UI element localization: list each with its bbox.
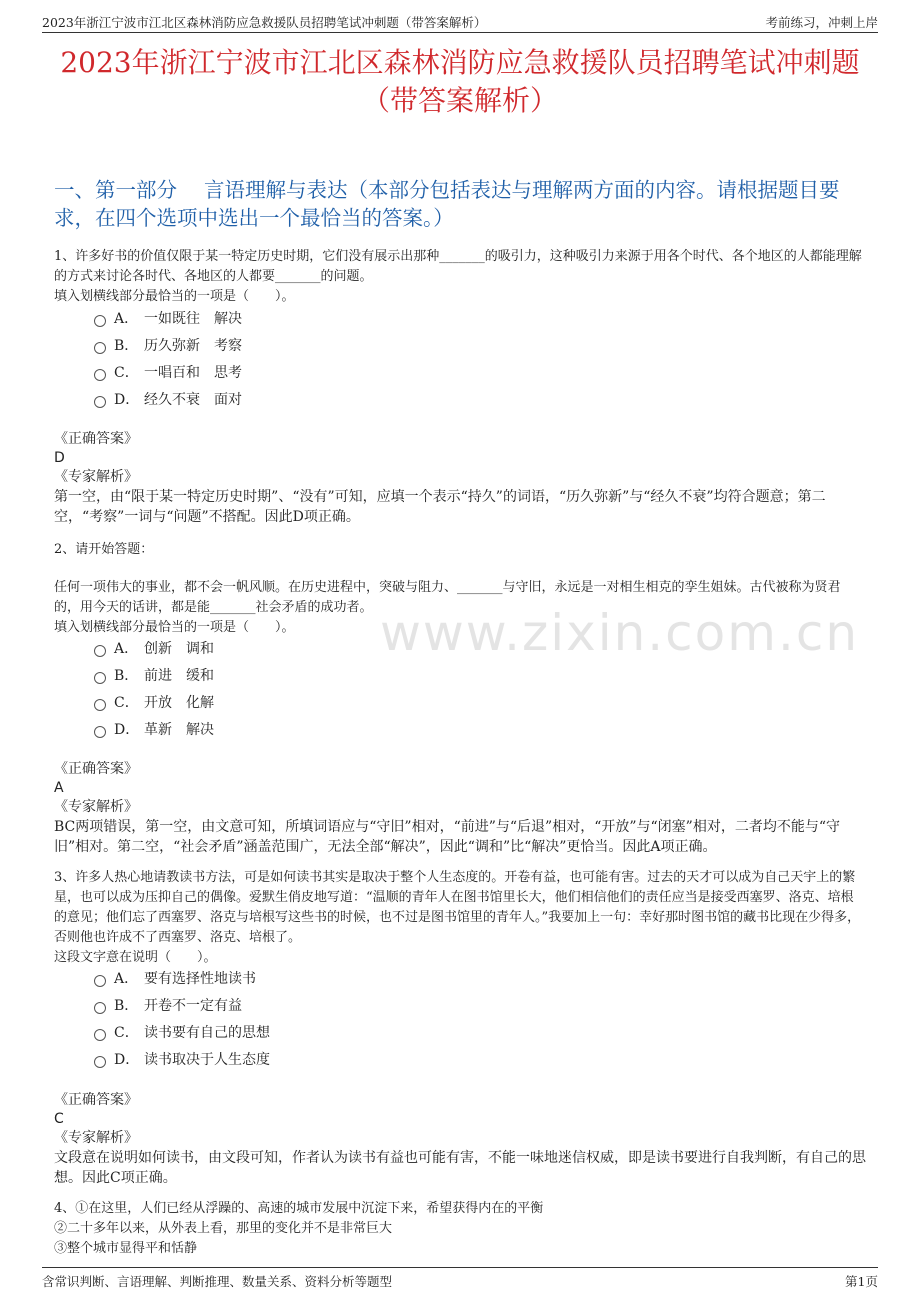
question-3-answer-block xyxy=(54,1091,866,1188)
option-text: 历久弥新 考察 xyxy=(144,337,242,354)
option-text: 开卷不一定有益 xyxy=(144,997,242,1014)
option-a[interactable]: A． 一如既往 解决 xyxy=(94,304,242,331)
answer-label: 《正确答案》 xyxy=(54,761,138,777)
question-1-answer-block xyxy=(54,430,866,527)
analysis-text: BC两项错误，第一空，由文意可知，所填词语应与“守旧”相对，“前进”与“后退”相对，“开放”与“闭塞”相对，二者均不能与“守旧”相对。第二空，“社会矛盾”涵盖范围广，无法全部“解决”，因此“调和”比“解决”更恰当。因此A项正确。 xyxy=(54,819,840,855)
radio-icon[interactable] xyxy=(94,1056,106,1068)
question-2-stem xyxy=(54,540,866,638)
option-c[interactable]: C． 读书要有自己的思想 xyxy=(94,1018,270,1045)
analysis-label: 《专家解析》 xyxy=(54,469,138,485)
page-number: 第1页 xyxy=(845,1274,878,1289)
option-a[interactable]: A． 创新 调和 xyxy=(94,634,214,661)
option-text: 开放 化解 xyxy=(144,694,214,711)
question-2-options xyxy=(94,634,214,742)
question-1-stem xyxy=(54,247,866,307)
header-slogan: 考前练习，冲刺上岸 xyxy=(765,15,878,30)
option-text: 要有选择性地读书 xyxy=(144,970,256,987)
option-c[interactable]: C． 开放 化解 xyxy=(94,688,214,715)
option-b[interactable]: B． 开卷不一定有益 xyxy=(94,991,270,1018)
watermark: www.zixin.com.cn xyxy=(380,604,860,662)
question-prompt: 填入划横线部分最恰当的一项是（ ）。 xyxy=(54,620,295,635)
analysis-label: 《专家解析》 xyxy=(54,799,138,815)
question-prompt: 填入划横线部分最恰当的一项是（ ）。 xyxy=(54,289,295,304)
option-d[interactable]: D． 经久不衰 面对 xyxy=(94,385,242,412)
option-text: 一如既往 解决 xyxy=(144,310,242,327)
section-heading: 一、第一部分 言语理解与表达（本部分包括表达与理解两方面的内容。请根据题目要求，在四个选项中选出一个最恰当的答案。） xyxy=(54,178,840,230)
footer-note: 含常识判断、言语理解、判断推理、数量关系、资料分析等题型 xyxy=(42,1274,393,1289)
page-footer xyxy=(42,1267,878,1292)
question-3-options xyxy=(94,964,270,1072)
radio-icon[interactable] xyxy=(94,699,106,711)
question-1-options xyxy=(94,304,242,412)
sentence-3: ③整个城市显得平和恬静 xyxy=(54,1241,198,1256)
analysis-text: 文段意在说明如何读书，由文段可知，作者认为读书有益也可能有害，不能一味地迷信权威，即是读书要进行自我判断，有自己的思想。因此C项正确。 xyxy=(54,1150,866,1186)
option-text: 经久不衰 面对 xyxy=(144,391,242,408)
radio-icon[interactable] xyxy=(94,975,106,987)
radio-icon[interactable] xyxy=(94,726,106,738)
question-intro: 2、请开始答题： xyxy=(54,542,154,557)
option-b[interactable]: B． 历久弥新 考察 xyxy=(94,331,242,358)
correct-answer: C xyxy=(54,1111,64,1127)
sentence-1: 4、①在这里，人们已经从浮躁的、高速的城市发展中沉淀下来，希望获得内在的平衡 xyxy=(54,1201,544,1216)
radio-icon[interactable] xyxy=(94,672,106,684)
radio-icon[interactable] xyxy=(94,342,106,354)
analysis-label: 《专家解析》 xyxy=(54,1130,138,1146)
correct-answer: D xyxy=(54,450,65,466)
option-c[interactable]: C． 一唱百和 思考 xyxy=(94,358,242,385)
radio-icon[interactable] xyxy=(94,1002,106,1014)
option-text: 读书取决于人生态度 xyxy=(144,1051,270,1068)
question-4-stem xyxy=(54,1199,866,1259)
header-doc-title: 2023年浙江宁波市江北区森林消防应急救援队员招聘笔试冲刺题（带答案解析） xyxy=(42,15,487,30)
question-2-answer-block xyxy=(54,760,866,857)
option-text: 一唱百和 思考 xyxy=(144,364,242,381)
radio-icon[interactable] xyxy=(94,396,106,408)
option-text: 创新 调和 xyxy=(144,640,214,657)
page-header xyxy=(42,10,878,33)
option-d[interactable]: D． 读书取决于人生态度 xyxy=(94,1045,270,1072)
option-a[interactable]: A． 要有选择性地读书 xyxy=(94,964,270,991)
question-text: 1、许多好书的价值仅限于某一特定历史时期，它们没有展示出那种_______的吸引力，这种吸引力来源于用各个时代、各个地区的人都能理解的方式来讨论各时代、各地区的人都要_______的问题。 xyxy=(54,249,862,284)
radio-icon[interactable] xyxy=(94,1029,106,1041)
question-text: 任何一项伟大的事业，都不会一帆风顺。在历史进程中，突破与阻力、_______与守旧，永远是一对相生相克的孪生姐妹。古代被称为贤君的，用今天的话讲，都是能_______社会矛盾的成功者。 xyxy=(54,580,841,615)
radio-icon[interactable] xyxy=(94,369,106,381)
option-d[interactable]: D． 革新 解决 xyxy=(94,715,214,742)
option-text: 读书要有自己的思想 xyxy=(144,1024,270,1041)
answer-label: 《正确答案》 xyxy=(54,431,138,447)
sentence-2: ②二十多年以来，从外表上看，那里的变化并不是非常巨大 xyxy=(54,1221,393,1236)
answer-label: 《正确答案》 xyxy=(54,1092,138,1108)
radio-icon[interactable] xyxy=(94,315,106,327)
option-text: 革新 解决 xyxy=(144,721,214,738)
question-3-stem xyxy=(54,868,866,968)
question-prompt: 这段文字意在说明（ ）。 xyxy=(54,950,217,965)
analysis-text: 第一空，由“限于某一特定历史时期”、“没有”可知，应填一个表示“持久”的词语，“历久弥新”与“经久不衰”均符合题意；第二空，“考察”一词与“问题”不搭配。因此D项正确。 xyxy=(54,489,826,525)
option-text: 前进 缓和 xyxy=(144,667,214,684)
radio-icon[interactable] xyxy=(94,645,106,657)
correct-answer: A xyxy=(54,780,64,796)
page-title: 2023年浙江宁波市江北区森林消防应急救援队员招聘笔试冲刺题（带答案解析） xyxy=(60,46,860,117)
question-text: 3、许多人热心地请教读书方法，可是如何读书其实是取决于整个人生态度的。开卷有益，也可能有害。过去的天才可以成为自己天宇上的繁星，也可以成为压抑自己的偶像。爱默生俏皮地写道：“温顺的青年人在图书馆里长大，他们相信他们的责任应当是接受西塞罗、洛克、培根的意见；他们忘了西塞罗、洛克与培根写这些书的时候，也不过是图书馆里的青年人。”我要加上一句：幸好那时图书馆的藏书比现在少得多，否则他也许成不了西塞罗、洛克、培根了。 xyxy=(54,870,861,945)
option-b[interactable]: B． 前进 缓和 xyxy=(94,661,214,688)
